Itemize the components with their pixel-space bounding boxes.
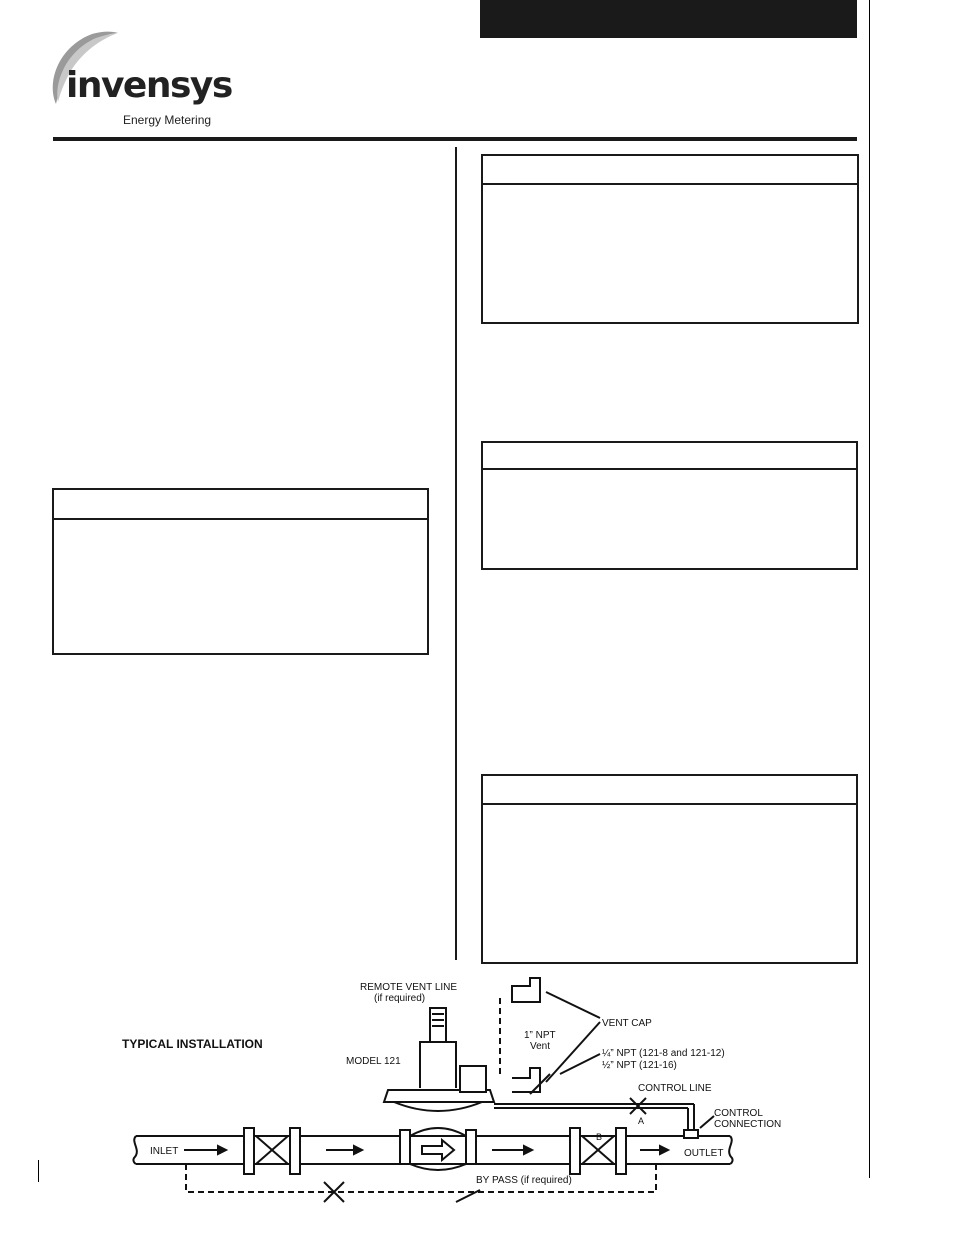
regulator-flange-left — [400, 1130, 410, 1164]
label-vent-cap: VENT CAP — [602, 1018, 652, 1029]
label-outlet: OUTLET — [684, 1148, 724, 1159]
column-divider — [455, 147, 457, 960]
header-rule — [53, 137, 857, 141]
header-black-bar — [480, 0, 857, 38]
right-margin-rule — [869, 0, 870, 1178]
vent-cap-upper-icon — [512, 978, 540, 1002]
label-valve-a: A — [638, 1116, 645, 1126]
outlet-flange-right — [616, 1128, 626, 1174]
label-control-line: CONTROL LINE — [638, 1083, 712, 1094]
label-control-connection-2: CONNECTION — [714, 1119, 782, 1130]
valve-a-icon — [630, 1098, 646, 1114]
brand-name: invensys — [66, 65, 232, 106]
left-panel-header — [54, 518, 427, 520]
label-model: MODEL 121 — [346, 1056, 401, 1067]
left-panel-box — [52, 488, 429, 655]
right-panel-box-1 — [481, 154, 859, 324]
pipe-outlet-break — [729, 1136, 732, 1164]
right-panel-box-2 — [481, 441, 858, 570]
inlet-valve-icon — [256, 1136, 288, 1164]
outlet-flange-left — [570, 1128, 580, 1174]
label-npt-b: ½” NPT (121-16) — [602, 1060, 677, 1071]
label-if-required: (if required) — [374, 993, 426, 1004]
left-margin-tick — [38, 1160, 39, 1182]
right-panel-1-header — [483, 183, 857, 185]
label-npt-vent-2: Vent — [530, 1041, 551, 1052]
label-valve-b: B — [596, 1132, 603, 1142]
label-bypass: BY PASS (if required) — [476, 1175, 572, 1186]
label-control-connection-1: CONTROL — [714, 1108, 763, 1119]
right-panel-2-header — [483, 468, 856, 470]
brand-subtitle: Energy Metering — [123, 113, 212, 127]
regulator-vent-body — [460, 1066, 486, 1092]
regulator-spring-case — [420, 1042, 456, 1088]
regulator-lower-case — [394, 1102, 482, 1111]
label-npt-a: ¼” NPT (121-8 and 121-12) — [602, 1048, 725, 1059]
inlet-flange-right — [290, 1128, 300, 1174]
label-npt-vent-1: 1” NPT — [524, 1030, 556, 1041]
label-inlet: INLET — [150, 1146, 179, 1157]
diagram-title: TYPICAL INSTALLATION — [122, 1037, 263, 1051]
pipe-inlet-break — [133, 1136, 136, 1164]
inlet-flange-left — [244, 1128, 254, 1174]
regulator-flange-right — [466, 1130, 476, 1164]
typical-installation-diagram — [120, 970, 782, 1200]
label-remote-vent-line: REMOTE VENT LINE — [360, 982, 458, 993]
right-panel-3-header — [483, 803, 856, 805]
right-panel-box-3 — [481, 774, 858, 964]
regulator-flow-arrow-icon — [422, 1140, 454, 1160]
